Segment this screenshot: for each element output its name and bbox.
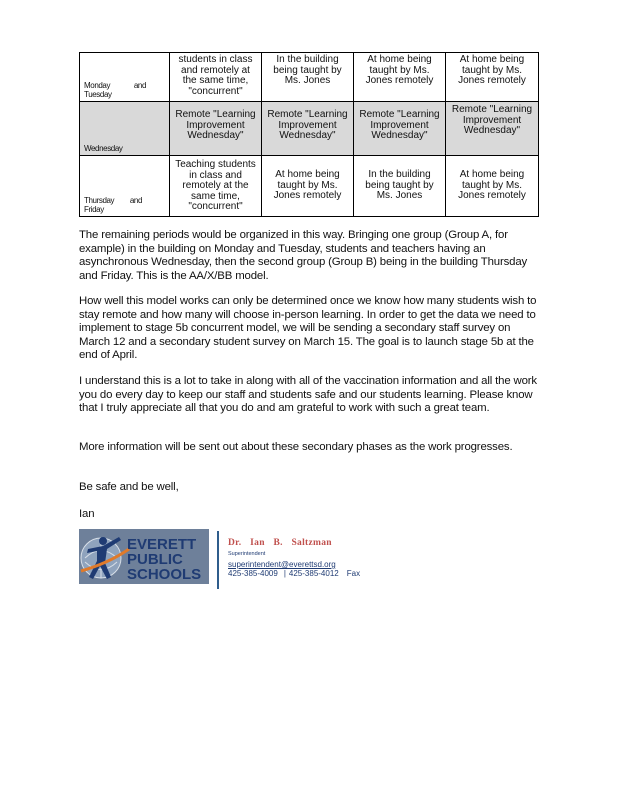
signature-fax-label: Fax: [346, 569, 361, 578]
paragraph-appreciation: I understand this is a lot to take in along with all of the vaccination information and all the work you do every day to keep our staff and students safe and our students learning. Please know that I truly appreciate all that you do and am grateful to work with such a great team.: [79, 375, 537, 414]
closing-line: Be safe and be well,: [79, 481, 179, 493]
phone-separator: |: [283, 569, 286, 578]
logo-word-everett: EVERETT: [127, 536, 197, 553]
day-connector: and: [133, 81, 146, 90]
day-cell: [80, 156, 170, 217]
schedule-cell: students in class and remotely at the same time, "concurrent": [170, 53, 262, 102]
signature-fax-number: 425-385-4012: [288, 569, 339, 578]
day-connector: and: [129, 196, 142, 205]
schedule-cell: Teaching students in class and remotely at the same time, "concurrent": [170, 156, 262, 217]
signature-phone-line: [228, 569, 360, 578]
signature-phone: 425-385-4009: [228, 569, 278, 578]
day-cell: [80, 53, 170, 102]
day-label: Monday: [84, 81, 111, 90]
logo-word-schools: SCHOOLS: [127, 566, 202, 583]
logo-word-public: PUBLIC: [127, 551, 183, 568]
signature-divider: [217, 531, 219, 589]
day-label: Wednesday: [84, 144, 123, 153]
signoff-name: Ian: [79, 508, 95, 520]
schedule-row-wednesday: [80, 102, 539, 156]
day-cell: [80, 102, 170, 156]
day-label-second: Tuesday: [84, 90, 112, 99]
paragraph-survey-plans: How well this model works can only be determined once we know how many students wish to stay remote and how many will choose in-person learning. In order to get the data we need to implement to stage 5b concurrent model, we will be sending a secondary staff survey on March 12 and a secondary student survey on March 15. The goal is to launch stage 5b at the end of April.: [79, 295, 537, 361]
day-label: Thursday: [84, 196, 115, 205]
schedule-cell: At home being taught by Ms. Jones remotely: [446, 53, 539, 102]
signature-email-link[interactable]: superintendent@everettsd.org: [228, 560, 336, 569]
schedule-row-monday-tuesday: [80, 53, 539, 102]
schedule-cell: At home being taught by Ms. Jones remotely: [354, 53, 446, 102]
district-logo: [79, 529, 209, 584]
schedule-table: [79, 52, 539, 217]
schedule-cell: At home being taught by Ms. Jones remotely: [262, 156, 354, 217]
signature-name: Dr. Ian B. Saltzman: [228, 538, 332, 548]
schedule-cell: Remote "Learning Improvement Wednesday": [170, 102, 262, 156]
day-label-second: Friday: [84, 205, 104, 214]
schedule-cell: At home being taught by Ms. Jones remotely: [446, 156, 539, 217]
schedule-cell: In the building being taught by Ms. Jones: [354, 156, 446, 217]
paragraph-more-info: More information will be sent out about these secondary phases as the work progresses.: [79, 441, 513, 453]
signature-title: Superintendent: [228, 551, 266, 557]
schedule-cell: Remote "Learning Improvement Wednesday": [446, 102, 539, 156]
district-logo-graphic: [79, 529, 209, 584]
schedule-cell: In the building being taught by Ms. Jones: [262, 53, 354, 102]
schedule-cell: Remote "Learning Improvement Wednesday": [354, 102, 446, 156]
schedule-row-thursday-friday: [80, 156, 539, 217]
paragraph-model-explanation: The remaining periods would be organized in this way. Bringing one group (Group A, for example) in the building on Monday and Tuesday, students and teachers having an asynchronous Wednesday, then the second group (Group B) being in the building Thursday and Friday. This is the AA/X/BB model.: [79, 229, 528, 282]
schedule-cell: Remote "Learning Improvement Wednesday": [262, 102, 354, 156]
